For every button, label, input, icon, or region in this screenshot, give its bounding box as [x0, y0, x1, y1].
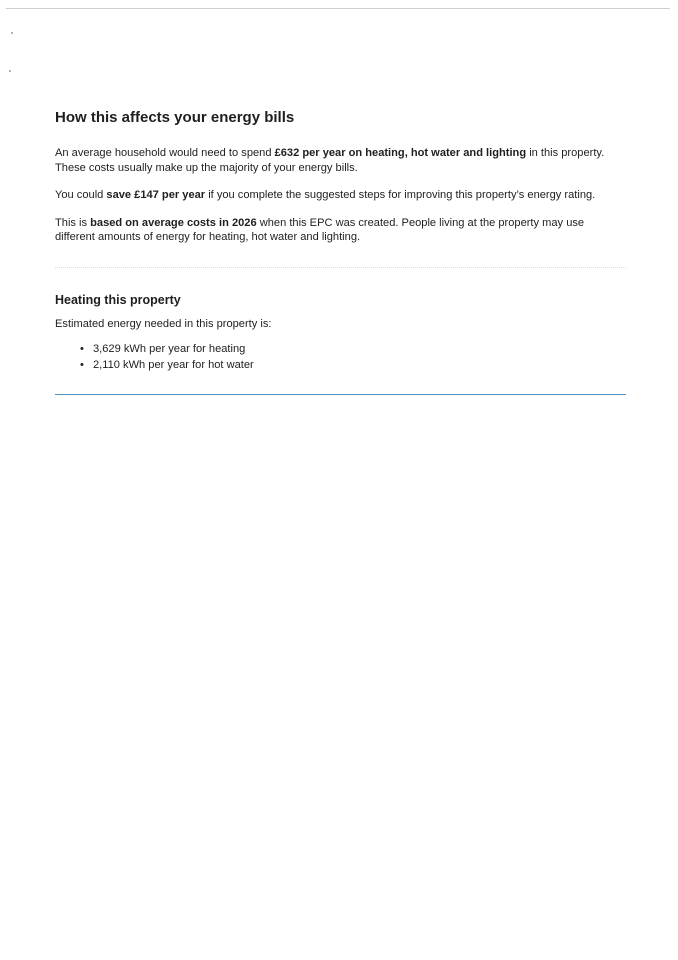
heating-heading: Heating this property: [55, 292, 181, 307]
list-item: • 3,629 kWh per year for heating: [80, 343, 246, 355]
energy-needs-list: [55, 341, 626, 373]
page-content: [55, 108, 626, 395]
bullet-icon: •: [80, 359, 84, 371]
scan-speck: [11, 32, 13, 34]
section-end-divider: [55, 394, 626, 395]
average-spend-paragraph: An average household would need to spend £632 per year on heating, hot water and lighting in this property. These costs usually make up the majority of your energy bills.: [55, 147, 605, 174]
energy-bills-heading: How this affects your energy bills: [55, 109, 295, 126]
heating-intro: Estimated energy needed in this property is:: [55, 317, 272, 330]
scan-speck: [9, 70, 11, 72]
top-scan-edge: [6, 8, 670, 9]
list-item: • 2,110 kWh per year for hot water: [80, 359, 254, 371]
savings-paragraph: You could save £147 per year if you complete the suggested steps for improving this property’s energy rating.: [55, 189, 596, 201]
bullet-icon: •: [80, 343, 84, 355]
section-divider: [55, 267, 626, 268]
cost-basis-paragraph: This is based on average costs in 2026 when this EPC was created. People living at the property may use different amounts of energy for heating, hot water and lighting.: [55, 216, 585, 243]
